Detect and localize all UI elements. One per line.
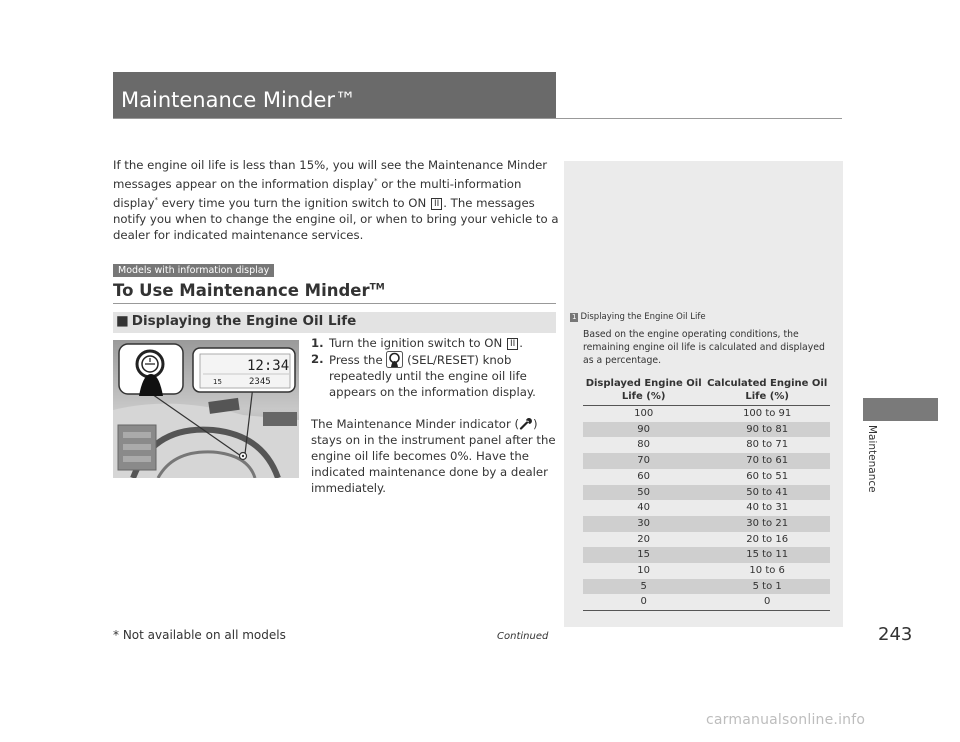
subsection-marker: ■ [116,313,129,329]
table-cell: 15 [583,547,704,563]
table-row [583,563,830,579]
table-row [583,453,830,469]
table-row [583,406,830,422]
step-text: Press the [329,353,387,367]
table-row [583,469,830,485]
table-cell: 15 to 11 [704,547,830,563]
oil-life-readout: 15 [213,378,222,386]
table-cell: 100 [634,408,654,419]
table-cell: 70 to 61 [704,453,830,469]
subsection-title [116,313,356,329]
indicator-text-2: ) stays on in the instrument panel after the engine oil life becomes 0%. Have the indicated maintenance done by a dealer immediately. [311,417,556,495]
note-body: Based on the engine operating conditions, the remaining engine oil life is calculated and displayed as a percentage. [583,329,825,366]
table-cell: 40 to 31 [746,502,789,514]
table-cell: 60 to 51 [746,470,789,482]
table-row [583,579,830,595]
table-cell: 20 [637,533,651,545]
wrench-icon [519,417,533,430]
step-1 [311,335,561,351]
table-row [583,547,830,563]
table-row [583,594,830,610]
intro-text-3: every time you turn the ignition switch to ON [158,195,430,210]
steps-list [311,335,561,400]
table-cell: 50 to 41 [704,485,830,501]
watermark: carmanualsonline.info [706,712,866,728]
table-cell: 40 [637,502,651,514]
table-row [583,422,830,438]
table-row [583,516,830,532]
odometer-readout: 2345 [249,377,271,387]
footnote: * Not available on all models [113,628,286,642]
footnote-star: * [154,195,158,204]
indicator-paragraph [311,416,561,496]
note-heading-text: Displaying the Engine Oil Life [580,312,706,322]
ignition-on-symbol: II [431,198,442,210]
table-cell: 60 [637,470,651,482]
note-number: 1 [572,313,577,321]
oil-life-table [583,377,830,611]
trademark: TM [369,282,385,293]
ignition-on-symbol: II [507,338,518,350]
subsection-title-text: Displaying the Engine Oil Life [131,313,357,329]
table-cell: 10 [637,565,651,577]
table-header-row [583,377,830,406]
table-row [583,500,830,516]
clock-readout: 12:34 [247,358,290,374]
table-cell: 50 [583,485,704,501]
table-row [583,437,830,453]
page-title: Maintenance Minder™ [121,88,357,112]
table-cell: 5 [583,579,704,595]
knob-icon [386,351,403,368]
table-cell: 0 [704,594,830,610]
models-tag: Models with information display [113,264,274,277]
intro-text-4: . The messages notify you when to change the engine oil, or when to bring your vehicle to a dealer for indicated maintenance services. [113,195,559,242]
table-cell: 20 to 16 [746,533,789,545]
note-heading [570,312,706,322]
footnote-star: * [374,177,378,185]
step-text: (SEL/RESET) knob repeatedly until the engine oil life appears on the information display. [329,353,536,399]
step-text: Turn the ignition switch to ON [329,336,506,350]
table-cell: 80 [637,439,651,451]
chapter-label: Maintenance [866,425,878,493]
table-cell: 5 to 1 [704,579,830,595]
table-cell: 30 to 21 [704,516,830,532]
dashboard-illustration [113,340,299,478]
continued-label: Continued [497,631,549,642]
table-cell: 90 [583,422,704,438]
section-rule [113,303,556,304]
table-cell: 100 to 91 [743,408,792,419]
table-cell: 80 to 71 [746,439,789,451]
intro-text-1: If the engine oil life is less than 15%, you will see the Maintenance Minder messages appear on the information display [113,158,548,191]
step-text: . [519,336,523,350]
step-number: 1. [311,336,324,350]
table-cell: 30 [583,516,704,532]
section-title [113,281,385,300]
chapter-tab [863,398,938,421]
section-title-text: To Use Maintenance Minder [113,281,370,300]
intro-paragraph [113,157,561,243]
column-header: Calculated Engine Oil Life (%) [704,377,830,406]
table-row [583,532,830,548]
column-header: Displayed Engine Oil Life (%) [583,377,704,406]
intro-text-2: or the multi-information display [113,176,522,210]
step-number: 2. [311,352,324,366]
indicator-text-1: The Maintenance Minder indicator ( [311,417,520,431]
title-rule [113,118,842,119]
table-cell: 10 to 6 [749,565,785,577]
table-cell: 70 [583,453,704,469]
step-2 [311,351,561,400]
table-row [583,485,830,501]
page-number: 243 [878,624,913,645]
table-cell: 0 [583,594,704,610]
table-cell: 90 to 81 [704,422,830,438]
